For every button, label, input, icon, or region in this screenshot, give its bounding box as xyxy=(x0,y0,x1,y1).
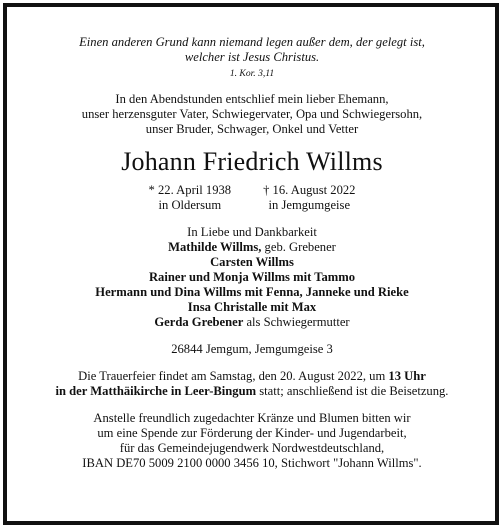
funeral-time: 13 Uhr xyxy=(388,369,426,383)
mourner-line: Insa Christalle mit Max xyxy=(187,300,317,314)
intro-line-3: unser Bruder, Schwager, Onkel und Vetter xyxy=(145,122,359,136)
last-mourner-suffix: als Schwiegermutter xyxy=(243,315,350,329)
death-info xyxy=(263,183,355,213)
birth-place: in Oldersum xyxy=(158,198,222,212)
deceased-name: Johann Friedrich Willms xyxy=(121,147,383,176)
mourner-last xyxy=(0,315,504,330)
funeral-church: in der Matthäikirche in Leer-Bingum xyxy=(55,384,257,398)
death-place: in Jemgumgeise xyxy=(268,198,351,212)
life-dates xyxy=(0,183,504,213)
intro-line-2: unser herzensguter Vater, Schwiegervater, Opa und Schwiegersohn, xyxy=(81,107,423,121)
verse-line-1: Einen anderen Grund kann niemand legen außer dem, der gelegt ist, xyxy=(79,35,425,49)
funeral-text-2: statt; anschließend ist die Beisetzung. xyxy=(256,384,449,398)
verse-line-2: welcher ist Jesus Christus. xyxy=(184,50,320,64)
mourner-line: Hermann und Dina Willms mit Fenna, Janneke und Rieke xyxy=(95,285,409,299)
donation-line-1: Anstelle freundlich zugedachter Kränze und Blumen bitten wir xyxy=(93,411,411,425)
obituary-content xyxy=(0,35,504,471)
funeral-notice xyxy=(0,369,504,399)
birth-date: * 22. April 1938 xyxy=(148,183,232,197)
last-mourner-name: Gerda Grebener xyxy=(154,315,244,329)
spouse-suffix: geb. Grebener xyxy=(261,240,336,254)
death-date: † 16. August 2022 xyxy=(263,183,356,197)
funeral-text-1: Die Trauerfeier findet am Samstag, den 20. August 2022, um xyxy=(78,369,389,383)
donation-iban: IBAN DE70 5009 2100 0000 3456 10, Stichwort "Johann Willms". xyxy=(82,456,422,470)
funeral-line-2 xyxy=(0,384,504,399)
mourners-intro: In Liebe und Dankbarkeit xyxy=(187,225,317,239)
donation-line-2: um eine Spende zur Förderung der Kinder- und Jugendarbeit, xyxy=(97,426,407,440)
donation-line-3: für das Gemeindejugendwerk Nordwestdeutschland, xyxy=(119,441,385,455)
intro-text xyxy=(0,92,504,137)
bible-verse xyxy=(0,35,504,80)
funeral-line-1 xyxy=(0,369,504,384)
donation-request xyxy=(0,411,504,471)
intro-line-1: In den Abendstunden entschlief mein lieber Ehemann, xyxy=(115,92,389,106)
mourners-list xyxy=(0,225,504,330)
family-address: 26844 Jemgum, Jemgumgeise 3 xyxy=(171,342,333,356)
mourner-line: Carsten Willms xyxy=(210,255,294,269)
mourner-line: Rainer und Monja Willms mit Tammo xyxy=(148,270,356,284)
mourner-spouse xyxy=(0,240,504,255)
birth-info xyxy=(149,183,232,213)
spouse-name: Mathilde Willms, xyxy=(168,240,262,254)
verse-reference: 1. Kor. 3,11 xyxy=(229,68,275,79)
